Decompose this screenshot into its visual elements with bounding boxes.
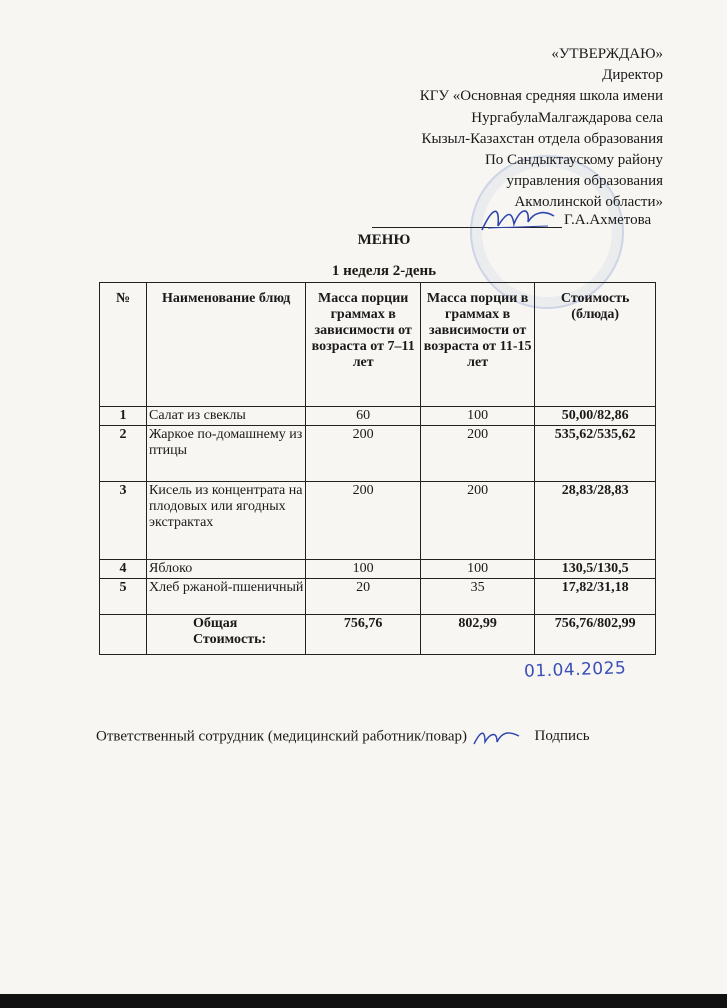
dish-cost: 130,5/130,5	[535, 560, 656, 579]
approval-line: НургабулаМалгаждарова села	[471, 109, 663, 126]
scan-edge	[0, 994, 727, 1008]
footer-responsible	[96, 726, 590, 748]
table-total-row	[100, 615, 656, 655]
mass-11-15: 100	[420, 407, 534, 426]
row-number: 1	[100, 407, 147, 426]
mass-7-11: 100	[306, 560, 420, 579]
table-header-row	[100, 283, 656, 407]
approval-line: «УТВЕРЖДАЮ»	[551, 46, 663, 62]
approval-line: управления образования	[506, 173, 663, 190]
dish-cost: 28,83/28,83	[535, 482, 656, 560]
mass-11-15: 200	[420, 482, 534, 560]
document-subtitle: 1 неделя 2-день	[331, 263, 437, 279]
mass-7-11: 60	[306, 407, 420, 426]
approval-line: Кызыл-Казахстан отдела образования	[421, 130, 663, 147]
total-empty-cell	[100, 615, 147, 655]
dish-cost: 535,62/535,62	[535, 426, 656, 482]
total-cost: 756,76/802,99	[535, 615, 656, 655]
dish-name: Жаркое по-домашнему из птицы	[147, 426, 306, 482]
approval-block	[323, 44, 663, 214]
header-mass-11-15: Масса порции в граммах в зависимости от возраста от 11-15 лет	[420, 283, 534, 407]
dish-name: Салат из свеклы	[147, 407, 306, 426]
mass-7-11: 200	[306, 482, 420, 560]
mass-11-15: 200	[420, 426, 534, 482]
approval-line: Директор	[602, 67, 663, 84]
total-mass-7-11: 756,76	[306, 615, 420, 655]
staff-signature-icon	[471, 726, 523, 748]
dish-cost: 17,82/31,18	[535, 579, 656, 615]
header-number: №	[100, 283, 147, 407]
menu-table	[99, 282, 656, 655]
mass-11-15: 100	[420, 560, 534, 579]
approval-line: КГУ «Основная средняя школа имени	[419, 88, 663, 105]
dish-cost: 50,00/82,86	[535, 407, 656, 426]
approval-line: По Сандыктаускому району	[484, 152, 663, 169]
header-dish-name: Наименование блюд	[147, 283, 306, 407]
table-row	[100, 407, 656, 426]
handwritten-date: 01.04.2025	[523, 658, 627, 682]
table-row	[100, 579, 656, 615]
signer-name: Г.А.Ахметова	[564, 212, 652, 228]
dish-name: Кисель из концентрата на плодовых или ягодных экстрактах	[147, 482, 306, 560]
total-label: Общая Стоимость:	[147, 615, 306, 655]
table-row	[100, 426, 656, 482]
dish-name: Хлеб ржаной-пшеничный	[147, 579, 306, 615]
row-number: 5	[100, 579, 147, 615]
responsible-label: Ответственный сотрудник (медицинский работник/повар)	[96, 728, 467, 745]
document-title: МЕНЮ	[357, 232, 411, 248]
row-number: 2	[100, 426, 147, 482]
table-row	[100, 560, 656, 579]
dish-name: Яблоко	[147, 560, 306, 579]
row-number: 3	[100, 482, 147, 560]
header-mass-7-11: Масса порции граммах в зависимости от возраста от 7–11 лет	[306, 283, 420, 407]
row-number: 4	[100, 560, 147, 579]
mass-7-11: 200	[306, 426, 420, 482]
mass-11-15: 35	[420, 579, 534, 615]
table-row	[100, 482, 656, 560]
total-mass-11-15: 802,99	[420, 615, 534, 655]
mass-7-11: 20	[306, 579, 420, 615]
approval-line: Акмолинской области»	[514, 194, 663, 211]
header-cost: Стоимость (блюда)	[535, 283, 656, 407]
signature-label: Подпись	[534, 728, 590, 745]
